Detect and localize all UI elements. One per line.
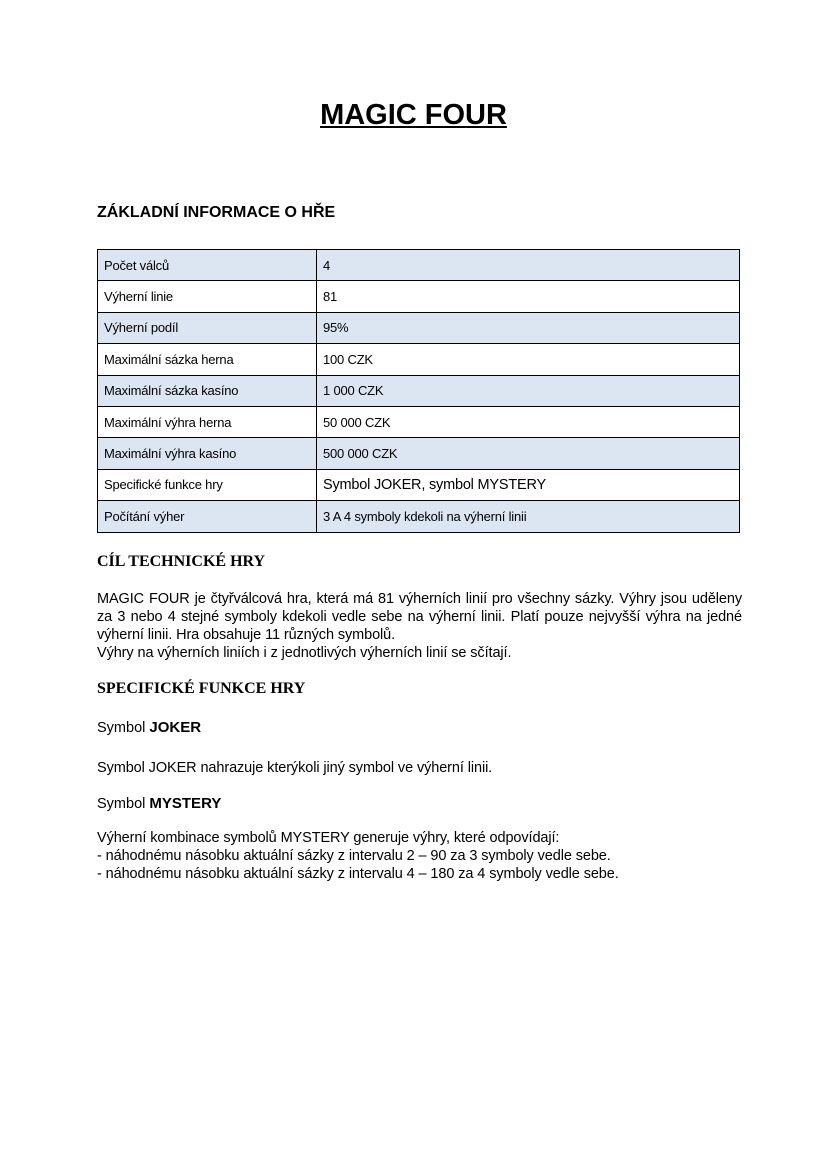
row-label: Výherní podíl — [98, 312, 317, 343]
row-label: Výherní linie — [98, 281, 317, 312]
joker-text: Symbol JOKER nahrazuje kterýkoli jiný symbol ve výherní linii. — [97, 760, 493, 776]
row-label: Maximální výhra herna — [98, 406, 317, 437]
row-value: 4 — [317, 250, 740, 281]
mystery-prefix: Symbol — [97, 796, 150, 812]
goal-paragraph — [97, 590, 742, 662]
row-label: Maximální sázka kasíno — [98, 375, 317, 406]
row-label: Počítání výher — [98, 501, 317, 532]
row-label: Specifické funkce hry — [98, 469, 317, 500]
mystery-heading — [97, 795, 221, 812]
page-title: MAGIC FOUR — [320, 99, 507, 131]
table-row — [98, 469, 740, 500]
table-row — [98, 250, 740, 281]
row-label: Maximální sázka herna — [98, 344, 317, 375]
mystery-name: MYSTERY — [149, 795, 222, 812]
table-row — [98, 344, 740, 375]
row-value: 500 000 CZK — [317, 438, 740, 469]
basic-info-table — [97, 249, 740, 533]
mystery-item: - náhodnému násobku aktuální sázky z intervalu 2 – 90 za 3 symboly vedle sebe. — [97, 848, 611, 864]
table-row — [98, 281, 740, 312]
row-label: Maximální výhra kasíno — [98, 438, 317, 469]
basic-info-heading: ZÁKLADNÍ INFORMACE O HŘE — [97, 204, 336, 221]
mystery-item: - náhodnému násobku aktuální sázky z intervalu 4 – 180 za 4 symboly vedle sebe. — [97, 866, 619, 882]
goal-text: MAGIC FOUR je čtyřválcová hra, která má 81 výherních linií pro všechny sázky. Výhry jsou uděleny za 3 nebo 4 stejné symboly kdekoli vedle sebe na výherní linii. Platí pouze nejvyšší výhra na jedné výherní linii. Hra obsahuje 11 různých symbolů. — [97, 591, 742, 643]
row-label: Počet válců — [98, 250, 317, 281]
row-value: 95% — [317, 312, 740, 343]
goal-heading: CÍL TECHNICKÉ HRY — [97, 553, 266, 570]
row-value: 50 000 CZK — [317, 406, 740, 437]
mystery-description — [97, 829, 742, 883]
table-row — [98, 501, 740, 532]
row-value: 3 A 4 symboly kdekoli na výherní linii — [317, 501, 740, 532]
row-value: 1 000 CZK — [317, 375, 740, 406]
table-row — [98, 312, 740, 343]
features-heading: SPECIFICKÉ FUNKCE HRY — [97, 680, 306, 697]
table-row — [98, 406, 740, 437]
row-value: 100 CZK — [317, 344, 740, 375]
joker-name: JOKER — [149, 719, 202, 736]
row-value: Symbol JOKER, symbol MYSTERY — [317, 469, 740, 500]
goal-text-line2: Výhry na výherních liniích i z jednotlivých výherních linií se sčítají. — [97, 645, 512, 661]
mystery-intro: Výherní kombinace symbolů MYSTERY generuje výhry, které odpovídají: — [97, 830, 560, 846]
table-row — [98, 375, 740, 406]
joker-heading — [97, 719, 201, 736]
joker-prefix: Symbol — [97, 720, 150, 736]
table-row — [98, 438, 740, 469]
row-value: 81 — [317, 281, 740, 312]
